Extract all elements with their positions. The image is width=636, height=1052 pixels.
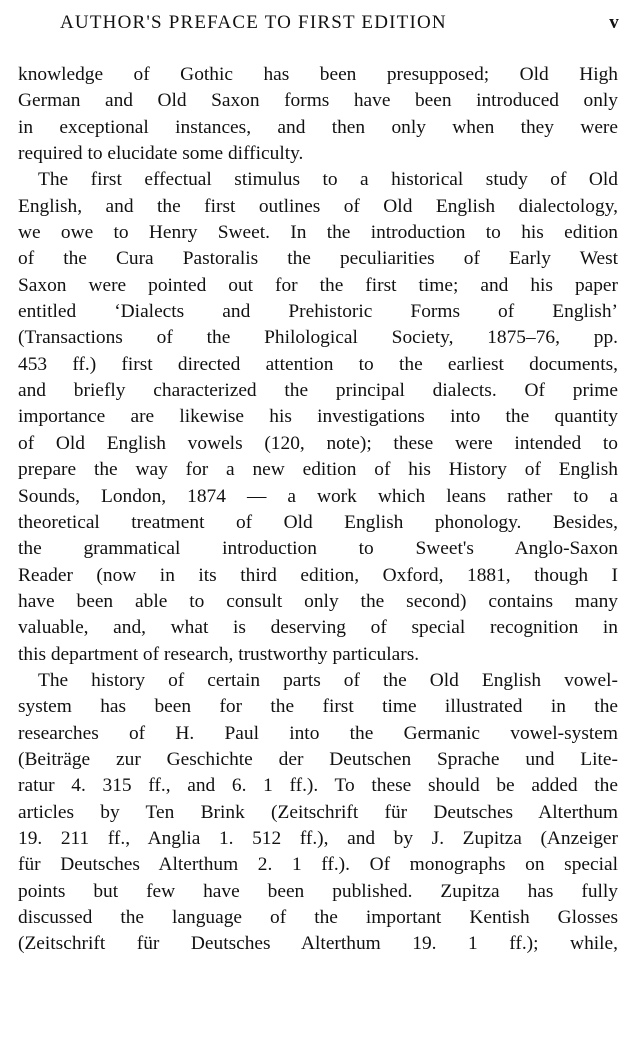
text-line: this department of research, trustworthy particulars. bbox=[18, 643, 420, 665]
text-line: (Beiträge zur Geschichte der Deutschen Sprache und Lite- bbox=[18, 748, 618, 770]
text-line: the grammatical introduction to Sweet's Anglo-Saxon bbox=[18, 538, 618, 560]
text-line: required to elucidate some difficulty. bbox=[18, 143, 304, 165]
page-number: v bbox=[609, 12, 620, 33]
text-line: system has been for the first time illustrated in the bbox=[18, 696, 618, 718]
text-line: knowledge of Gothic has been presupposed; Old High bbox=[18, 64, 618, 85]
text-line: in exceptional instances, and then only when they were bbox=[18, 116, 618, 138]
text-line: ratur 4. 315 ff., and 6. 1 ff.). To these should be added the bbox=[18, 775, 618, 797]
text-line: (Transactions of the Philological Society, 1875–76, pp. bbox=[18, 327, 618, 349]
paragraph-sweet bbox=[18, 167, 618, 668]
text-line: we owe to Henry Sweet. In the introduction to his edition bbox=[18, 222, 618, 244]
text-line: (Zeitschrift für Deutsches Alterthum 19. 1 ff.); while, bbox=[18, 933, 618, 955]
text-line: 453 ff.) first directed attention to the earliest documents, bbox=[18, 353, 618, 375]
running-head bbox=[60, 12, 620, 40]
text-line: discussed the language of the important Kentish Glosses bbox=[18, 907, 618, 928]
text-line: and briefly characterized the principal dialects. Of prime bbox=[18, 380, 618, 402]
text-line: of the Cura Pastoralis the peculiarities of Early West bbox=[18, 248, 618, 270]
text-line: Reader (now in its third edition, Oxford, 1881, though I bbox=[18, 564, 618, 586]
text-line: valuable, and, what is deserving of special recognition in bbox=[18, 617, 618, 639]
text-line: have been able to consult only the second) contains many bbox=[18, 590, 618, 612]
paragraph-vowel-system bbox=[18, 668, 618, 958]
running-title: AUTHOR'S PREFACE TO FIRST EDITION bbox=[60, 12, 447, 33]
text-line: of Old English vowels (120, note); these were intended to bbox=[18, 432, 618, 454]
text-line: importance are likewise his investigations into the quantity bbox=[18, 406, 618, 428]
text-line: prepare the way for a new edition of his History of English bbox=[18, 459, 618, 481]
text-line: 19. 211 ff., Anglia 1. 512 ff.), and by J. Zupitza (Anzeiger bbox=[18, 827, 618, 849]
text-line: entitled ‘Dialects and Prehistoric Forms of English’ bbox=[18, 301, 618, 323]
text-line: German and Old Saxon forms have been introduced only bbox=[18, 90, 618, 112]
text-line: für Deutsches Alterthum 2. 1 ff.). Of monographs on special bbox=[18, 854, 618, 876]
body-text bbox=[18, 62, 618, 958]
text-line: theoretical treatment of Old English phonology. Besides, bbox=[18, 511, 618, 533]
text-line: Saxon were pointed out for the first time; and his paper bbox=[18, 274, 618, 296]
text-line: researches of H. Paul into the Germanic vowel-system bbox=[18, 722, 618, 744]
text-line: Sounds, London, 1874 — a work which leans rather to a bbox=[18, 485, 618, 507]
text-line: articles by Ten Brink (Zeitschrift für Deutsches Alterthum bbox=[18, 801, 618, 823]
text-line: points but few have been published. Zupitza has fully bbox=[18, 880, 618, 902]
text-line: The first effectual stimulus to a historical study of Old bbox=[38, 169, 618, 191]
text-line: English, and the first outlines of Old English dialectology, bbox=[18, 195, 618, 217]
text-line: The history of certain parts of the Old English vowel- bbox=[38, 669, 618, 691]
paragraph-continuation bbox=[18, 62, 618, 167]
